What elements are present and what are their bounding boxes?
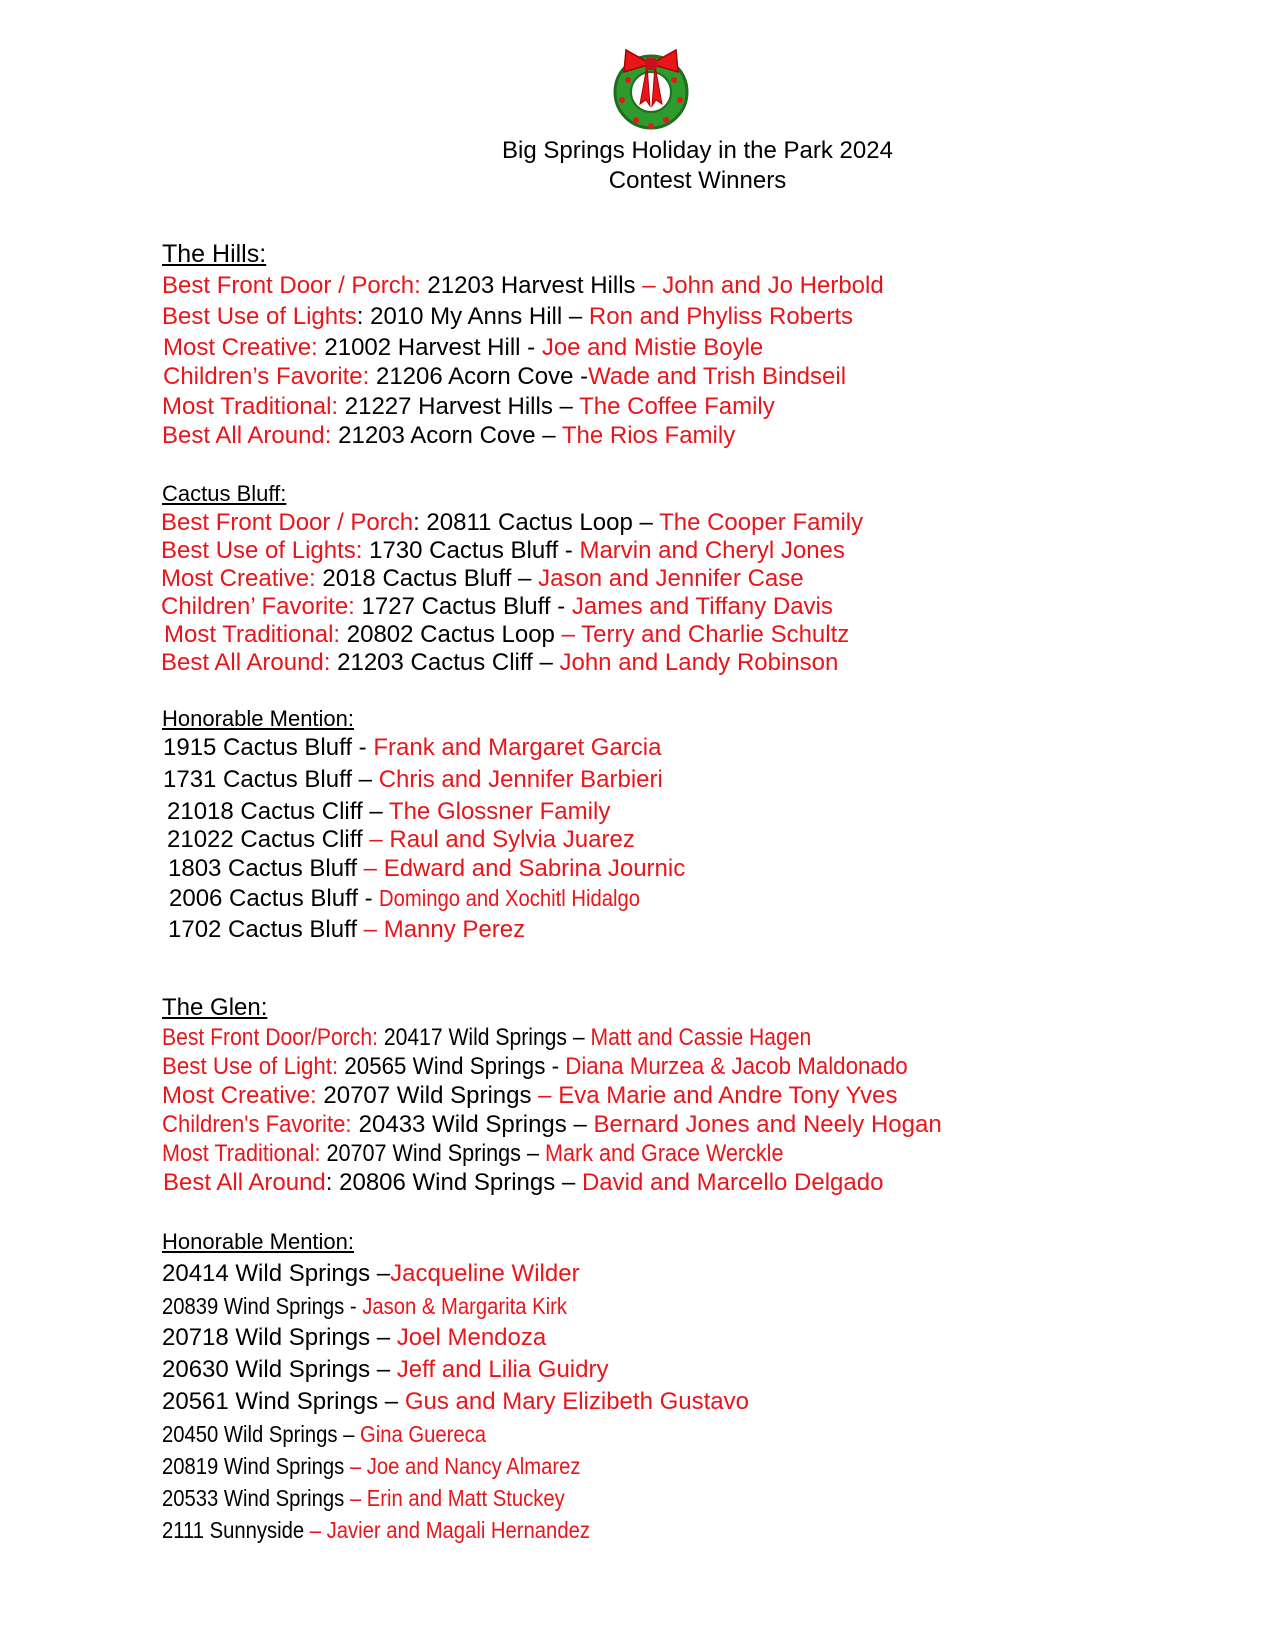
address: 20718 Wild Springs – xyxy=(162,1324,397,1351)
separator: – xyxy=(362,826,390,853)
address: : 20806 Wind Springs – xyxy=(325,1169,582,1196)
winner-name: James and Tiffany Davis xyxy=(571,593,833,620)
address: 20819 Wind Springs xyxy=(162,1453,345,1479)
address: 1727 Cactus Bluff - xyxy=(354,593,572,620)
winner-name: Joe and Nancy Almarez xyxy=(366,1453,581,1479)
winner-name: Diana Murzea & Jacob Maldonado xyxy=(565,1053,908,1080)
address: 20450 Wild Springs – xyxy=(162,1421,361,1447)
winner-name: The Coffee Family xyxy=(579,393,775,420)
christmas-wreath-icon xyxy=(606,42,696,132)
winner-name: Jacqueline Wilder xyxy=(390,1260,580,1287)
list-item xyxy=(167,798,610,826)
winner-name: Domingo and Xochitl Hidalgo xyxy=(379,885,641,911)
address: 20802 Cactus Loop xyxy=(340,621,555,648)
list-item xyxy=(162,1292,567,1320)
section-heading-honorable-mention: Honorable Mention: xyxy=(162,1229,355,1254)
list-item xyxy=(169,884,676,913)
category-label: Best Front Door / Porch xyxy=(161,509,414,536)
category-label: Best All Around xyxy=(163,1169,326,1196)
address: 21018 Cactus Cliff – xyxy=(167,798,389,825)
address: 21227 Harvest Hills – xyxy=(338,393,580,420)
category-label: Children’ Favorite: xyxy=(161,593,355,620)
winner-name: Javier and Magali Hernandez xyxy=(326,1517,590,1543)
address: : 2010 My Anns Hill xyxy=(356,303,563,330)
winner-name: Matt and Cassie Hagen xyxy=(590,1024,812,1051)
separator: – xyxy=(531,1082,559,1109)
list-item xyxy=(163,1169,883,1197)
list-item xyxy=(161,565,804,593)
address: 20414 Wild Springs – xyxy=(162,1260,391,1287)
category-label: Children's Favorite: xyxy=(162,1111,352,1138)
list-item xyxy=(162,1356,608,1384)
category-label: Best All Around: xyxy=(161,649,331,676)
category-label: Most Creative: xyxy=(162,1082,317,1109)
winner-name: Terry and Charlie Schultz xyxy=(581,621,850,648)
address: 20433 Wild Springs – xyxy=(352,1111,594,1138)
category-label: Most Creative: xyxy=(163,334,318,361)
winner-name: Jason & Margarita Kirk xyxy=(362,1293,567,1319)
list-item xyxy=(163,766,663,794)
list-item xyxy=(162,1024,811,1052)
address: 1730 Cactus Bluff - xyxy=(362,537,580,564)
list-item xyxy=(168,855,685,883)
section-heading-cactus-bluff: Cactus Bluff: xyxy=(162,481,287,506)
list-item xyxy=(163,734,661,762)
list-item xyxy=(162,272,884,300)
winner-name: Edward and Sabrina Journic xyxy=(383,855,686,882)
list-item xyxy=(167,826,635,854)
address: 21022 Cactus Cliff xyxy=(167,826,363,853)
separator: – xyxy=(357,855,384,882)
separator: – xyxy=(357,916,384,943)
address: 2006 Cactus Bluff - xyxy=(169,885,380,912)
document-subtitle: Contest Winners xyxy=(608,167,787,194)
separator: – xyxy=(344,1485,367,1511)
winner-name: David and Marcello Delgado xyxy=(581,1169,884,1196)
winner-name: The Cooper Family xyxy=(659,509,864,536)
winner-name: Wade and Trish Bindseil xyxy=(588,363,847,390)
list-item xyxy=(162,1388,749,1416)
winner-name: Frank and Margaret Garcia xyxy=(373,734,662,761)
winner-name: Raul and Sylvia Juarez xyxy=(389,826,635,853)
winner-name: Chris and Jennifer Barbieri xyxy=(378,766,663,793)
category-label: Best Front Door/Porch: xyxy=(162,1024,378,1051)
winner-name: Joel Mendoza xyxy=(396,1324,547,1351)
category-label: Children’s Favorite: xyxy=(163,363,370,390)
list-item xyxy=(162,1260,580,1288)
list-item xyxy=(162,1484,565,1512)
winner-name: Erin and Matt Stuckey xyxy=(366,1485,565,1511)
separator: – xyxy=(635,272,663,299)
list-item xyxy=(162,1452,581,1480)
category-label: Most Traditional: xyxy=(162,393,339,420)
winner-name: The Rios Family xyxy=(561,422,736,449)
list-item xyxy=(161,509,863,537)
list-item xyxy=(162,1140,783,1168)
address: 20561 Wind Springs – xyxy=(162,1388,405,1415)
winner-name: Gina Guereca xyxy=(360,1421,487,1447)
address: 21002 Harvest Hill - xyxy=(317,334,542,361)
document-title: Big Springs Holiday in the Park 2024 xyxy=(502,137,893,164)
category-label: Most Traditional: xyxy=(164,621,341,648)
winner-name: The Glossner Family xyxy=(388,798,611,825)
winner-name: Marvin and Cheryl Jones xyxy=(579,537,845,564)
list-item xyxy=(162,1053,908,1081)
list-item xyxy=(162,422,735,450)
address: 20565 Wind Springs - xyxy=(338,1053,566,1080)
category-label: Most Traditional: xyxy=(162,1140,321,1167)
section-heading-the-glen: The Glen: xyxy=(162,994,268,1021)
address: 1803 Cactus Bluff xyxy=(168,855,358,882)
winner-name: Eva Marie and Andre Tony Yves xyxy=(558,1082,898,1109)
address: 20839 Wind Springs - xyxy=(162,1293,363,1319)
address: 21206 Acorn Cove - xyxy=(369,363,589,390)
winner-name: John and Landy Robinson xyxy=(559,649,839,676)
address: : 20811 Cactus Loop – xyxy=(413,509,660,536)
address: 1731 Cactus Bluff – xyxy=(163,766,379,793)
address: 20707 Wild Springs xyxy=(316,1082,532,1109)
list-item xyxy=(163,334,763,362)
winner-name: Bernard Jones and Neely Hogan xyxy=(593,1111,942,1138)
address: 20417 Wild Springs – xyxy=(377,1024,591,1051)
list-item xyxy=(162,1082,898,1110)
address: 21203 Cactus Cliff – xyxy=(330,649,560,676)
address: 21203 Harvest Hills xyxy=(420,272,636,299)
category-label: Best Use of Lights xyxy=(162,303,357,330)
winner-name: Gus and Mary Elizibeth Gustavo xyxy=(404,1388,749,1415)
list-item xyxy=(162,393,775,421)
winner-name: Ron and Phyliss Roberts xyxy=(588,303,854,330)
list-item xyxy=(164,621,849,649)
winner-name: Manny Perez xyxy=(383,916,526,943)
separator: – xyxy=(304,1517,327,1543)
list-item xyxy=(163,363,846,391)
list-item xyxy=(162,1324,546,1352)
list-item xyxy=(161,649,838,677)
category-label: Best Front Door / Porch: xyxy=(162,272,421,299)
list-item xyxy=(161,537,845,565)
separator: – xyxy=(562,303,589,330)
winner-name: Joe and Mistie Boyle xyxy=(541,334,764,361)
category-label: Most Creative: xyxy=(161,565,316,592)
category-label: Best All Around: xyxy=(162,422,332,449)
address: 1702 Cactus Bluff xyxy=(168,916,358,943)
list-item xyxy=(168,916,525,944)
winner-name: Mark and Grace Werckle xyxy=(545,1140,784,1167)
address: 2111 Sunnyside xyxy=(162,1517,305,1543)
winner-name: Jeff and Lilia Guidry xyxy=(396,1356,609,1383)
address: 21203 Acorn Cove – xyxy=(331,422,562,449)
address: 20533 Wind Springs xyxy=(162,1485,345,1511)
list-item xyxy=(162,1516,590,1544)
address: 20707 Wind Springs – xyxy=(320,1140,546,1167)
winner-name: Jason and Jennifer Case xyxy=(538,565,804,592)
separator: – xyxy=(344,1453,367,1479)
winner-name: John and Jo Herbold xyxy=(662,272,884,299)
list-item xyxy=(162,1111,942,1139)
address: 1915 Cactus Bluff - xyxy=(163,734,374,761)
category-label: Best Use of Lights: xyxy=(161,537,363,564)
section-heading-the-hills: The Hills: xyxy=(162,240,267,268)
address: 2018 Cactus Bluff – xyxy=(315,565,539,592)
list-item xyxy=(162,1420,486,1448)
list-item xyxy=(162,303,853,331)
list-item xyxy=(161,593,833,621)
category-label: Best Use of Light: xyxy=(162,1053,339,1080)
separator: – xyxy=(554,621,582,648)
address: 20630 Wild Springs – xyxy=(162,1356,397,1383)
section-heading-honorable-mention: Honorable Mention: xyxy=(162,706,355,731)
